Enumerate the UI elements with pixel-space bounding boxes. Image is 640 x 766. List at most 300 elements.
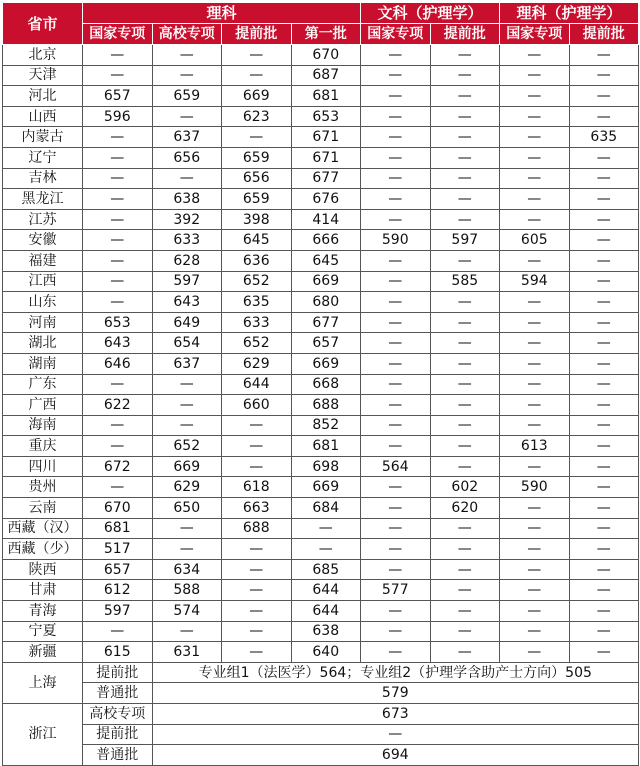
- score-cell: —: [430, 45, 500, 66]
- score-cell: 594: [500, 271, 570, 292]
- score-cell: —: [569, 642, 639, 663]
- province-cell: 青海: [3, 601, 83, 622]
- score-cell: —: [152, 106, 222, 127]
- score-cell: —: [430, 189, 500, 210]
- province-cell: 广东: [3, 374, 83, 395]
- score-cell: —: [430, 621, 500, 642]
- score-cell: —: [500, 498, 570, 519]
- score-cell: —: [83, 271, 153, 292]
- score-cell: —: [430, 580, 500, 601]
- admission-score-table: [2, 2, 639, 766]
- score-cell: —: [500, 86, 570, 107]
- score-cell: —: [430, 642, 500, 663]
- score-cell: —: [83, 374, 153, 395]
- score-cell: —: [83, 250, 153, 271]
- province-cell: 云南: [3, 498, 83, 519]
- score-cell: —: [430, 333, 500, 354]
- score-cell: —: [291, 518, 361, 539]
- province-cell: 河北: [3, 86, 83, 107]
- province-cell: 西藏（少）: [3, 539, 83, 560]
- score-cell: —: [569, 580, 639, 601]
- score-cell: 620: [430, 498, 500, 519]
- score-cell: —: [361, 477, 431, 498]
- score-cell: 643: [83, 333, 153, 354]
- score-cell: 649: [152, 312, 222, 333]
- province-cell: 天津: [3, 65, 83, 86]
- score-cell: 673: [152, 704, 639, 725]
- special-provinces: [3, 662, 639, 765]
- score-cell: —: [500, 65, 570, 86]
- score-cell: 597: [83, 601, 153, 622]
- score-cell: 681: [291, 86, 361, 107]
- province-cell: 陕西: [3, 559, 83, 580]
- score-cell: 622: [83, 395, 153, 416]
- score-cell: —: [361, 86, 431, 107]
- province-cell: 安徽: [3, 230, 83, 251]
- table-row: [3, 127, 639, 148]
- score-cell: 585: [430, 271, 500, 292]
- score-cell: 676: [291, 189, 361, 210]
- score-cell: —: [152, 539, 222, 560]
- batch-type-cell: 提前批: [83, 662, 153, 683]
- score-cell: —: [569, 292, 639, 313]
- score-cell: —: [222, 539, 292, 560]
- score-cell: —: [152, 45, 222, 66]
- score-cell: —: [361, 353, 431, 374]
- table-row: [3, 353, 639, 374]
- score-cell: 635: [569, 127, 639, 148]
- score-cell: —: [361, 539, 431, 560]
- table-row: [3, 374, 639, 395]
- score-cell: —: [500, 621, 570, 642]
- batch-type-cell: 普通批: [83, 745, 153, 766]
- table-row: [3, 642, 639, 663]
- table-row: [3, 333, 639, 354]
- score-cell: 657: [291, 333, 361, 354]
- province-cell: 贵州: [3, 477, 83, 498]
- score-cell: —: [83, 415, 153, 436]
- score-cell: 645: [291, 250, 361, 271]
- score-cell: —: [430, 601, 500, 622]
- score-cell: —: [430, 168, 500, 189]
- score-cell: 684: [291, 498, 361, 519]
- score-cell: 638: [291, 621, 361, 642]
- score-cell: 656: [152, 147, 222, 168]
- score-cell: —: [222, 601, 292, 622]
- score-cell: 640: [291, 642, 361, 663]
- score-cell: —: [361, 127, 431, 148]
- score-cell: —: [430, 539, 500, 560]
- score-cell: —: [500, 374, 570, 395]
- score-cell: 653: [291, 106, 361, 127]
- province-cell: 海南: [3, 415, 83, 436]
- score-cell: —: [222, 436, 292, 457]
- score-cell: —: [83, 436, 153, 457]
- score-cell: —: [361, 518, 431, 539]
- score-cell: —: [361, 601, 431, 622]
- score-cell: 670: [291, 45, 361, 66]
- score-cell: —: [569, 312, 639, 333]
- score-cell: 636: [222, 250, 292, 271]
- score-cell: —: [500, 415, 570, 436]
- score-cell: 398: [222, 209, 292, 230]
- province-cell: 江苏: [3, 209, 83, 230]
- score-cell: —: [430, 147, 500, 168]
- province-cell: 河南: [3, 312, 83, 333]
- group-header-arts-nursing: 文科（护理学）: [361, 3, 500, 24]
- score-cell: —: [361, 189, 431, 210]
- province-cell: 湖南: [3, 353, 83, 374]
- subcolumn-header: 国家专项: [83, 24, 153, 45]
- table-row: [3, 498, 639, 519]
- score-cell: 644: [291, 601, 361, 622]
- score-cell: —: [430, 559, 500, 580]
- province-cell: 重庆: [3, 436, 83, 457]
- score-cell: —: [430, 65, 500, 86]
- batch-type-cell: 提前批: [83, 724, 153, 745]
- score-cell: 668: [291, 374, 361, 395]
- score-cell: —: [569, 621, 639, 642]
- score-cell: 694: [152, 745, 639, 766]
- score-cell: 577: [361, 580, 431, 601]
- score-cell: —: [152, 395, 222, 416]
- score-cell: 574: [152, 601, 222, 622]
- table-row: [3, 559, 639, 580]
- score-cell: 579: [152, 683, 639, 704]
- score-cell: 414: [291, 209, 361, 230]
- score-cell: —: [430, 353, 500, 374]
- score-cell: 659: [222, 189, 292, 210]
- province-cell: 辽宁: [3, 147, 83, 168]
- batch-type-cell: 普通批: [83, 683, 153, 704]
- province-cell: 江西: [3, 271, 83, 292]
- province-cell: 吉林: [3, 168, 83, 189]
- score-cell: —: [361, 271, 431, 292]
- province-cell: 浙江: [3, 704, 83, 766]
- table-row: [3, 456, 639, 477]
- score-cell: —: [361, 395, 431, 416]
- score-cell: —: [222, 65, 292, 86]
- score-cell: —: [222, 456, 292, 477]
- score-cell: —: [569, 65, 639, 86]
- score-cell: 590: [361, 230, 431, 251]
- table-row: [3, 601, 639, 622]
- score-cell: —: [430, 312, 500, 333]
- province-cell: 甘肃: [3, 580, 83, 601]
- score-cell: 643: [152, 292, 222, 313]
- score-cell: 677: [291, 168, 361, 189]
- score-cell: 638: [152, 189, 222, 210]
- table-row: [3, 86, 639, 107]
- score-cell: —: [152, 621, 222, 642]
- score-cell: —: [152, 65, 222, 86]
- province-cell: 北京: [3, 45, 83, 66]
- score-cell: —: [361, 559, 431, 580]
- score-cell: —: [83, 45, 153, 66]
- table-row: [3, 189, 639, 210]
- score-cell: 605: [500, 230, 570, 251]
- score-cell: 652: [152, 436, 222, 457]
- score-cell: 670: [83, 498, 153, 519]
- score-cell: 687: [291, 65, 361, 86]
- score-cell: —: [361, 333, 431, 354]
- score-cell: 637: [152, 127, 222, 148]
- batch-type-cell: 高校专项: [83, 704, 153, 725]
- score-cell: —: [430, 106, 500, 127]
- score-cell: —: [569, 271, 639, 292]
- score-cell: —: [83, 189, 153, 210]
- score-cell: —: [569, 189, 639, 210]
- score-cell: 564: [361, 456, 431, 477]
- province-cell: 湖北: [3, 333, 83, 354]
- score-cell: 669: [291, 271, 361, 292]
- score-cell: —: [430, 292, 500, 313]
- score-cell: 650: [152, 498, 222, 519]
- table-row: [3, 745, 639, 766]
- table-row: [3, 662, 639, 683]
- score-cell: 660: [222, 395, 292, 416]
- score-cell: —: [569, 456, 639, 477]
- score-cell: —: [569, 353, 639, 374]
- score-cell: 635: [222, 292, 292, 313]
- province-cell: 新疆: [3, 642, 83, 663]
- score-cell: —: [83, 127, 153, 148]
- score-cell: —: [361, 415, 431, 436]
- score-cell: —: [500, 147, 570, 168]
- score-cell: —: [569, 230, 639, 251]
- score-cell: —: [222, 559, 292, 580]
- score-cell: —: [291, 539, 361, 560]
- score-cell: —: [222, 621, 292, 642]
- score-cell: 628: [152, 250, 222, 271]
- score-cell: 637: [152, 353, 222, 374]
- score-cell: 644: [222, 374, 292, 395]
- score-cell: —: [222, 127, 292, 148]
- table-body: [3, 45, 639, 663]
- score-cell: 588: [152, 580, 222, 601]
- score-cell: —: [361, 45, 431, 66]
- score-cell: —: [569, 539, 639, 560]
- table-row: [3, 45, 639, 66]
- score-cell: —: [83, 230, 153, 251]
- score-cell: 629: [222, 353, 292, 374]
- table-row: [3, 518, 639, 539]
- score-cell: —: [500, 518, 570, 539]
- subcolumn-header: 高校专项: [152, 24, 222, 45]
- score-cell: —: [430, 518, 500, 539]
- score-cell: —: [500, 580, 570, 601]
- score-cell: —: [430, 395, 500, 416]
- score-cell: —: [569, 477, 639, 498]
- score-cell: —: [500, 209, 570, 230]
- score-cell: —: [152, 374, 222, 395]
- score-cell: 623: [222, 106, 292, 127]
- score-cell: 597: [152, 271, 222, 292]
- province-cell: 四川: [3, 456, 83, 477]
- score-cell: —: [569, 498, 639, 519]
- score-cell: 646: [83, 353, 153, 374]
- score-cell: —: [430, 456, 500, 477]
- province-cell: 宁夏: [3, 621, 83, 642]
- score-cell: —: [83, 65, 153, 86]
- score-cell: —: [500, 333, 570, 354]
- score-cell: —: [500, 168, 570, 189]
- score-cell: 685: [291, 559, 361, 580]
- score-cell: 657: [83, 86, 153, 107]
- score-cell: —: [83, 147, 153, 168]
- table-row: [3, 106, 639, 127]
- score-cell: —: [569, 601, 639, 622]
- score-cell: —: [152, 518, 222, 539]
- score-cell: —: [152, 415, 222, 436]
- score-cell: —: [430, 250, 500, 271]
- score-cell: —: [361, 498, 431, 519]
- score-cell: 677: [291, 312, 361, 333]
- score-cell: —: [361, 168, 431, 189]
- province-cell: 黑龙江: [3, 189, 83, 210]
- score-cell: —: [361, 436, 431, 457]
- score-cell: 633: [152, 230, 222, 251]
- score-cell: —: [222, 45, 292, 66]
- score-cell: 596: [83, 106, 153, 127]
- score-cell: —: [152, 168, 222, 189]
- score-cell: —: [430, 436, 500, 457]
- province-cell: 西藏（汉）: [3, 518, 83, 539]
- score-cell: —: [222, 415, 292, 436]
- score-cell: 698: [291, 456, 361, 477]
- score-cell: 633: [222, 312, 292, 333]
- score-cell: —: [361, 312, 431, 333]
- score-cell: 629: [152, 477, 222, 498]
- score-cell: 680: [291, 292, 361, 313]
- score-cell: —: [500, 106, 570, 127]
- group-header-science-nursing: 理科（护理学）: [500, 3, 639, 24]
- province-cell: 山东: [3, 292, 83, 313]
- score-cell: —: [500, 127, 570, 148]
- score-cell: —: [361, 106, 431, 127]
- score-cell: 654: [152, 333, 222, 354]
- table-row: [3, 704, 639, 725]
- score-cell: —: [152, 724, 639, 745]
- score-cell: 656: [222, 168, 292, 189]
- score-cell: 666: [291, 230, 361, 251]
- subcolumn-header: 提前批: [569, 24, 639, 45]
- score-cell: 663: [222, 498, 292, 519]
- score-cell: —: [361, 209, 431, 230]
- score-cell: —: [430, 415, 500, 436]
- province-cell: 上海: [3, 662, 83, 703]
- score-cell: 671: [291, 127, 361, 148]
- score-cell: 517: [83, 539, 153, 560]
- score-cell: 634: [152, 559, 222, 580]
- score-cell: 652: [222, 333, 292, 354]
- score-cell: —: [361, 642, 431, 663]
- score-cell: —: [500, 353, 570, 374]
- province-cell: 广西: [3, 395, 83, 416]
- table-row: [3, 477, 639, 498]
- score-cell: 615: [83, 642, 153, 663]
- province-cell: 福建: [3, 250, 83, 271]
- subcolumn-header: 第一批: [291, 24, 361, 45]
- score-cell: —: [222, 642, 292, 663]
- score-cell: —: [222, 580, 292, 601]
- score-cell: —: [569, 45, 639, 66]
- score-cell: —: [569, 333, 639, 354]
- score-cell: —: [83, 168, 153, 189]
- score-cell: 659: [152, 86, 222, 107]
- score-cell: —: [569, 209, 639, 230]
- score-cell: —: [500, 312, 570, 333]
- score-cell: 852: [291, 415, 361, 436]
- table-row: [3, 292, 639, 313]
- score-cell: —: [569, 436, 639, 457]
- score-cell: —: [500, 395, 570, 416]
- score-cell: 688: [291, 395, 361, 416]
- score-cell: 669: [291, 353, 361, 374]
- table-row: [3, 415, 639, 436]
- score-cell: —: [569, 250, 639, 271]
- score-cell: 681: [291, 436, 361, 457]
- score-cell: —: [569, 415, 639, 436]
- table-row: [3, 621, 639, 642]
- score-cell: 652: [222, 271, 292, 292]
- score-cell: —: [430, 209, 500, 230]
- score-cell: 681: [83, 518, 153, 539]
- score-cell: —: [430, 86, 500, 107]
- table-row: [3, 724, 639, 745]
- score-cell: —: [361, 374, 431, 395]
- score-cell: —: [361, 292, 431, 313]
- score-cell: —: [430, 374, 500, 395]
- table-row: [3, 147, 639, 168]
- score-cell: —: [500, 45, 570, 66]
- table-row: [3, 539, 639, 560]
- score-cell: —: [569, 518, 639, 539]
- table-row: [3, 312, 639, 333]
- score-cell: 653: [83, 312, 153, 333]
- table-row: [3, 209, 639, 230]
- score-cell: —: [569, 147, 639, 168]
- score-cell: —: [500, 250, 570, 271]
- score-cell: —: [500, 601, 570, 622]
- subcolumn-header: 提前批: [430, 24, 500, 45]
- score-cell: 671: [291, 147, 361, 168]
- score-cell: —: [569, 395, 639, 416]
- subcolumn-header: 国家专项: [361, 24, 431, 45]
- score-cell: 597: [430, 230, 500, 251]
- table-row: [3, 683, 639, 704]
- score-cell: —: [500, 559, 570, 580]
- score-cell: —: [430, 127, 500, 148]
- score-cell: 672: [83, 456, 153, 477]
- score-cell: 669: [152, 456, 222, 477]
- score-cell: 392: [152, 209, 222, 230]
- table-row: [3, 230, 639, 251]
- score-cell: —: [83, 621, 153, 642]
- score-cell: 669: [291, 477, 361, 498]
- table-row: [3, 395, 639, 416]
- score-cell: 613: [500, 436, 570, 457]
- score-cell: —: [569, 86, 639, 107]
- table-row: [3, 271, 639, 292]
- score-cell: —: [361, 250, 431, 271]
- score-cell: —: [569, 168, 639, 189]
- subcolumn-header: 提前批: [222, 24, 292, 45]
- score-cell: —: [500, 456, 570, 477]
- province-cell: 山西: [3, 106, 83, 127]
- score-cell: —: [500, 292, 570, 313]
- score-cell: —: [569, 559, 639, 580]
